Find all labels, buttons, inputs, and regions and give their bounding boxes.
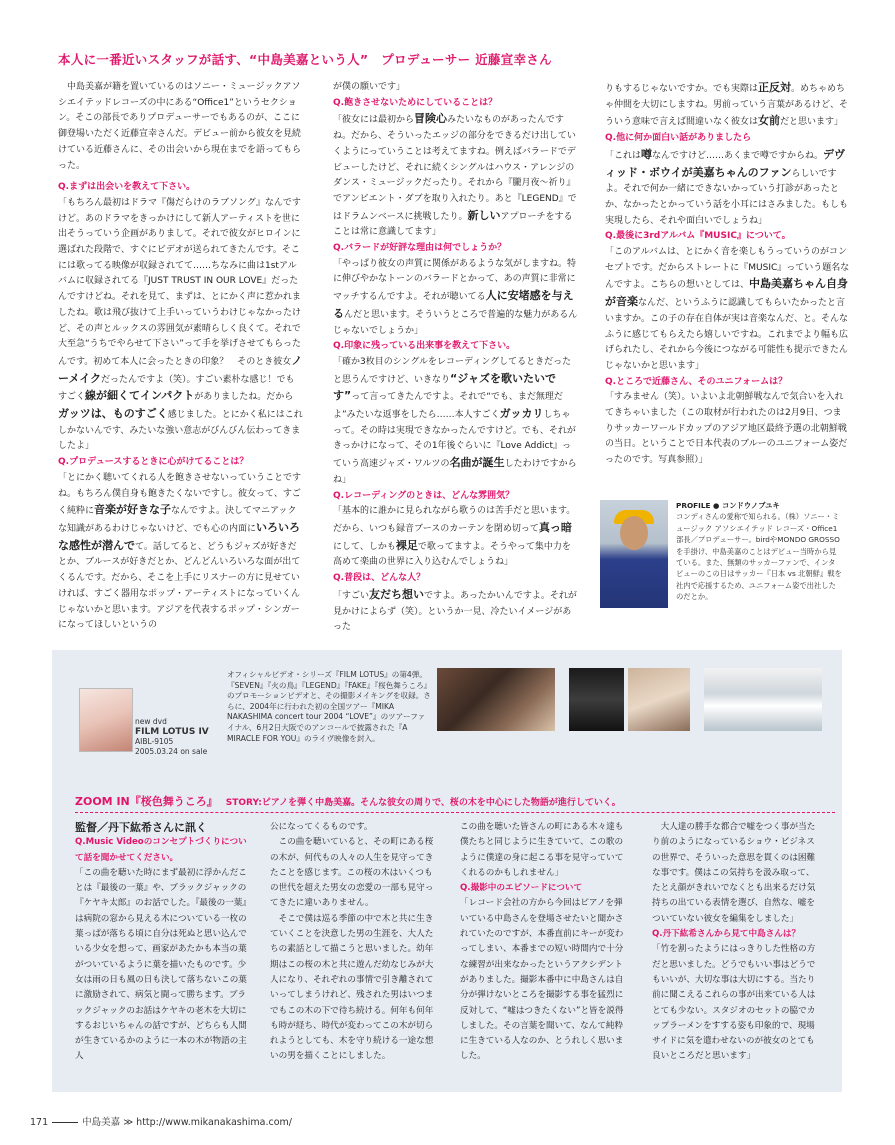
answer: 「レコード会社の方から今回はピアノを弾いている中島さんを登場させたいと聞かされていたのですが、本番直前にキーが変わってしまい、本番までの短い時間内で十分な練習が出来なかったというアクシデントがありました。撮影本番中に中島さんは自分が弾けないところを撮影する事を猛烈に反対して、“嘘はつきたくない”と皆を説得しました。その言葉を聞いて、なんて純粋に生きている人なのか、とうれしく思いました。 [460, 898, 624, 1062]
zoom-column-1 [75, 820, 250, 1065]
dvd-cover-image [79, 688, 133, 752]
zoom-title: ZOOM IN『桜色舞うころ』 [75, 795, 218, 808]
profile-text [676, 500, 842, 603]
question: Q.飽きさせないためにしていることは？ [333, 97, 498, 108]
dashed-divider [75, 812, 835, 813]
dvd-label: new dvd [135, 717, 167, 726]
zoom-column-2 [270, 820, 440, 1065]
footer-rule [52, 1122, 78, 1123]
profile-body: コンディさんの愛称で知られる。（株）ソニー・ミュージック アソシエイテッド レコーズ・Office1部長／プロデューサー。birdやMONDO GROSSOを手掛け、中島美嘉のことはデビュー当時から見ている。また、無類のサッカーファンで、インタビューのこの日はサッカー『日本 vs 北朝鮮』戦を社内で応援するため、ユニフォーム姿で出社したのだとか。 [676, 512, 842, 602]
director-heading: 監督／丹下紘希さんに訊く [75, 821, 207, 834]
question: Q.Music Videoのコンセプトづくりについて話を聞かせてください。 [75, 837, 247, 863]
answer: 「彼女には最初から冒険心みたいなものがあったんですね。だから、そういったエッジの部分をできるだけ出していくようにっていうことは考えてますね。例えばバラードでデビューしたけど、それに続くシングルはハウス・アレンジのダンス・ミュージックだったり。それから『朧月夜～祈り』でアンビエント・ダブを取り入れたり。あと『LEGEND』ではドラムンベースに挑戦したり。新しいアプローチをすることは常に意識してます」 [333, 112, 577, 238]
question: Q.撮影中のエピソードについて [460, 883, 583, 894]
question: Q.まずは出会いを教えて下さい。 [58, 182, 196, 193]
video-still-4 [704, 668, 822, 731]
answer: 「確か3枚目のシングルをレコーディングしてるときだったと思うんですけど、いきなり“ジャズを歌いたいです”って言ってきたんですよ。それで“でも、まだ無理だよ”みたいな返事をしたら……本人すごくガッカリしちゃって。その時は実現できなかったんですけど。でも、それがきっかけになって、その1年後ぐらいに『Love Addict』っていう高速ジャズ・ワルツの名曲が誕生したわけですからね」 [333, 356, 577, 485]
zoom-in-heading [75, 793, 621, 809]
question: Q.普段は、どんな人？ [333, 573, 426, 584]
answer: 公になってくるものです。 [270, 822, 373, 832]
profile-box [600, 500, 840, 615]
arrow-icon: ≫ [123, 1117, 134, 1128]
article-column-1 [58, 80, 303, 634]
question: Q.ところで近藤さん、そのユニフォームは？ [605, 376, 788, 387]
answer: この曲を聴いていると、その町にある桜の木が、何代もの人々の人生を見守ってきたことを感じます。この桜の木はいくつもの世代を超えた男女の恋愛の一部も見守ってきたに違いありません。 [270, 837, 434, 909]
answer: 「とにかく聴いてくれる人を飽きさせないっていうことですね。もちろん僕自身も飽きたくないですし。彼女って、すごく純粋に音楽が好きな子なんですよ。決してマニアックな知識があるわけじゃないけど、でも心の内面にいろいろな感性が潜んでて。話してると、どうもジャズが好きだとか、ブルースが好きだとか、どんどんいろいろな面が出てくるんです。だから、そこを上手にリスナーの方に見せていければ、すごく器用なポップ・アーティストになっていくんじゃないかと思います。アジアを代表するポップ・シンガーになってほしいというの [58, 472, 302, 631]
answer: 「これは噂なんですけど……あくまで噂ですからね。デヴィッド・ボウイが美嘉ちゃんのファンらしいですよ。それで何か一緒にできないかっていう打診があったとか、なかったとかっていう話を小耳にはさみました。もしも実現したら、それや面白いでしょうね」 [605, 147, 849, 226]
dvd-description: オフィシャルビデオ・シリーズ『FILM LOTUS』の第4弾。『SEVEN』『火の鳥』『LEGEND』『FAKE』『桜色舞うころ』のプロモーションビデオと、その撮影メイキングを収録。さらに、2004年に行われた初の全国ツアー『MIKA NAKASHIMA concert tour 2004 “LOVE”』のツアーファイナル、6月2日大阪でのアンコールで披露された『A MIRACLE FOR YOU』のライヴ映像を封入。 [227, 670, 432, 743]
dvd-date: 2005.03.24 on sale [135, 747, 208, 756]
question: Q.最後に3rdアルバム『MUSIC』について。 [605, 231, 791, 242]
answer: 「このアルバムは、とにかく音を楽しもうっていうのがコンセプトです。だからストレートに『MUSIC』っていう題名なんですよ。こちらの想いとしては、中島美嘉ちゃん自身が音楽なんだ、というふうに認識してもらいたかったと言いますか。この子の存在自体が実は音楽なんだ、と。そんなふうに感じてもらえたら嬉しいですね。これまでより幅も広げられたし、それから今後につながる可能性も提示できたんじゃないかと思います」 [605, 247, 850, 371]
article-column-3 [605, 80, 850, 469]
producer-photo [600, 500, 668, 608]
answer: 「基本的に誰かに見られながら歌うのは苦手だと思います。だから、いつも録音ブースのカーテンを閉め切って真っ暗にして、しかも裸足で歌ってますよ。そうやって集中力を高めて楽曲の世界に入り込むんでしょうね」 [333, 506, 576, 568]
question: Q.丹下紘希さんから見て中島さんは？ [652, 929, 801, 940]
answer: 「この曲を聴いた時にまず最初に浮かんだことは『最後の一葉』や、ブラックジャックの『ケヤキ太郎』のお話でした。『最後の一葉』は病院の窓から見える木についている一枚の葉っぱが落ちる頃に自分は死ぬと思い込んでいる少女を想って、画家があたかも本当の葉がついているように葉を描いたものです。少女は雨の日も風の日も決して落ちないこの葉に激励されて、病気と闘って勝ちます。ブラックジャックのお話はケヤキの老木を大切にするおじいちゃんの話ですが、どちらも人間が生きているかのように一本の木が物語の主人 [75, 867, 247, 1062]
zoom-column-3 [460, 820, 630, 1065]
question: Q.レコーディングのときは、どんな雰囲気？ [333, 490, 515, 501]
article-column-2 [333, 80, 578, 636]
dvd-info [135, 717, 209, 757]
dvd-title: FILM LOTUS IV [135, 727, 209, 737]
zoom-story: STORY:ピアノを弾く中島美嘉。そんな彼女の周りで、桜の木を中心にした物語が進行していく。 [225, 798, 621, 808]
answer: そこで僕は巡る季節の中で木と共に生きていくことを決意した男の生涯を、大人たちの素話として描こうと思いました。幼年期はこの桜の木と共に遊んだ幼なじみが大人になり、それぞれの事情で引き離されていってしまうけれど、残された男はいつまでもこの木の下で待ち続ける。何年も何年も時が経ち、時代が変わってこの木が切られようとしても、木を守り続ける一途な想いの男を描くことにしました。 [270, 913, 434, 1062]
intro-text: 中島美嘉が籍を置いているのはソニー・ミュージックアソシエイテッドレコーズの中にある“Office1”というセクション。そこの部長でありプロデューサーでもあるのが、ここに御登場いただく近藤宣幸さんだ。デビュー前から彼女を見続けている近藤さんに、その出会いから現在までを語ってもらった。 [58, 82, 302, 171]
answer: 「すみません（笑）。いよいよ北朝鮮戦なんで気合いを入れてきちゃいました（この取材が行われたのは2月9日、つまりサッカーワールドカップのアジア地区最終予選の北朝鮮戦の当日。ということで日本代表のブルーのユニフォーム姿だったのです。写真参照）」 [605, 392, 848, 466]
question: Q.プロデュースするときに心がけてることは？ [58, 457, 249, 468]
answer: 「竹を割ったようにはっきりした性格の方だと思いました。どうでもいい事はどうでもいいが、大切な事は大切にする。当たり前に聞こえるこれらの事が出来ている人はとても少ない。スタジオのセットの脇でカップラーメンをすする姿も印象的で、現場サイドに気を遣わせないのが彼女のとても良いところだと思います」 [652, 944, 816, 1062]
video-still-2 [569, 668, 624, 731]
article-title: 本人に一番近いスタッフが話す、“中島美嘉という人” プロデューサー 近藤宣幸さん [58, 52, 552, 67]
answer: 「やっぱり彼女の声質に関係があるような気がしますね。特に伸びやかなトーンのバラードとかって、あの声質に非常にマッチするんですよ。それが聴いてる人に安堵感を与えるんだと思います。そういうところで普遍的な魅力があるんじゃないでしょうか」 [333, 258, 578, 336]
page-number: 171 [30, 1117, 49, 1128]
profile-heading: PROFILE ● コンドウノブユキ [676, 501, 780, 510]
footer-url[interactable]: http://www.mikanakashima.com/ [136, 1117, 292, 1128]
answer: りもするじゃないですか。でも実際は正反対。めちゃめちゃ仲間を大切にしますね。男前っていう言葉があるけど、そういう意味で言えば間違いなく彼女は女前だと思います」 [605, 81, 849, 128]
footer-name: 中島美嘉 [82, 1117, 121, 1128]
video-still-3 [628, 668, 690, 731]
page-footer [30, 1114, 292, 1128]
question: Q.他に何か面白い話がありましたら [605, 133, 752, 144]
question: Q.印象に残っている出来事を教えて下さい。 [333, 341, 516, 352]
answer: が僕の願いです」 [333, 82, 406, 92]
answer: 「すごい友だち想いですよ。あったかいんですよ。それが見かけによらず（笑）。というか一見、冷たいイメージがあった [333, 587, 577, 633]
face-shape [620, 516, 648, 550]
answer: 「もちろん最初はドラマ『傷だらけのラブソング』なんですけど。あのドラマをきっかけにして新人アーティストを世に出そうっていう企画がありまして。それで彼女がヒロインに選ばれた段階で、すぐにビデオが送られてきたんです。そこには歌ってる映像が収録されてて……ちなみに曲は1stアルバムに収録されてる『JUST TRUST IN OUR LOVE』だったんですけどね。それを見て、まずは、とにかく声に惹かれましたね。歌は飛び抜けて上手いっていうわけじゃなかったけど、その声とルックスの雰囲気が素晴らしく良くて。それで大至急“うちでやらせて下さい”って手を挙げさせてもらったんです。初めて本人に会ったときの印象？ そのとき彼女ノーメイクだったんですよ（笑）。すごい素朴な感じ！でもすごく線が細くてインパクトがありましたね。だからガッツは、ものすごく感じました。とにかく私にはこれしかないんです、みたいな強い意志がびんびん伝わってきましたよ」 [58, 197, 303, 452]
dvd-code: AIBL-9105 [135, 737, 174, 746]
video-still-1 [437, 668, 555, 731]
answer: この曲を聴いた皆さんの町にある木々達も僕たちと同じように生きていて、この歌のように僕達の身に起こる事を見守っていてくれるのかもしれません」 [460, 822, 624, 878]
zoom-column-4 [652, 820, 820, 1065]
question: Q.バラードが好評な理由は何でしょうか？ [333, 243, 507, 254]
answer: 大人達の勝手な都合で嘘をつく事が当たり前のようになっているショウ・ビジネスの世界で、そういった意思を貫くのは困難な事です。僕はこの気持ちを汲み取って、たとえ顔がきれいでなくとも出来るだけ気持ちの出ている表情を選び、自然な、嘘をついていない彼女を編集をしました」 [652, 822, 816, 924]
